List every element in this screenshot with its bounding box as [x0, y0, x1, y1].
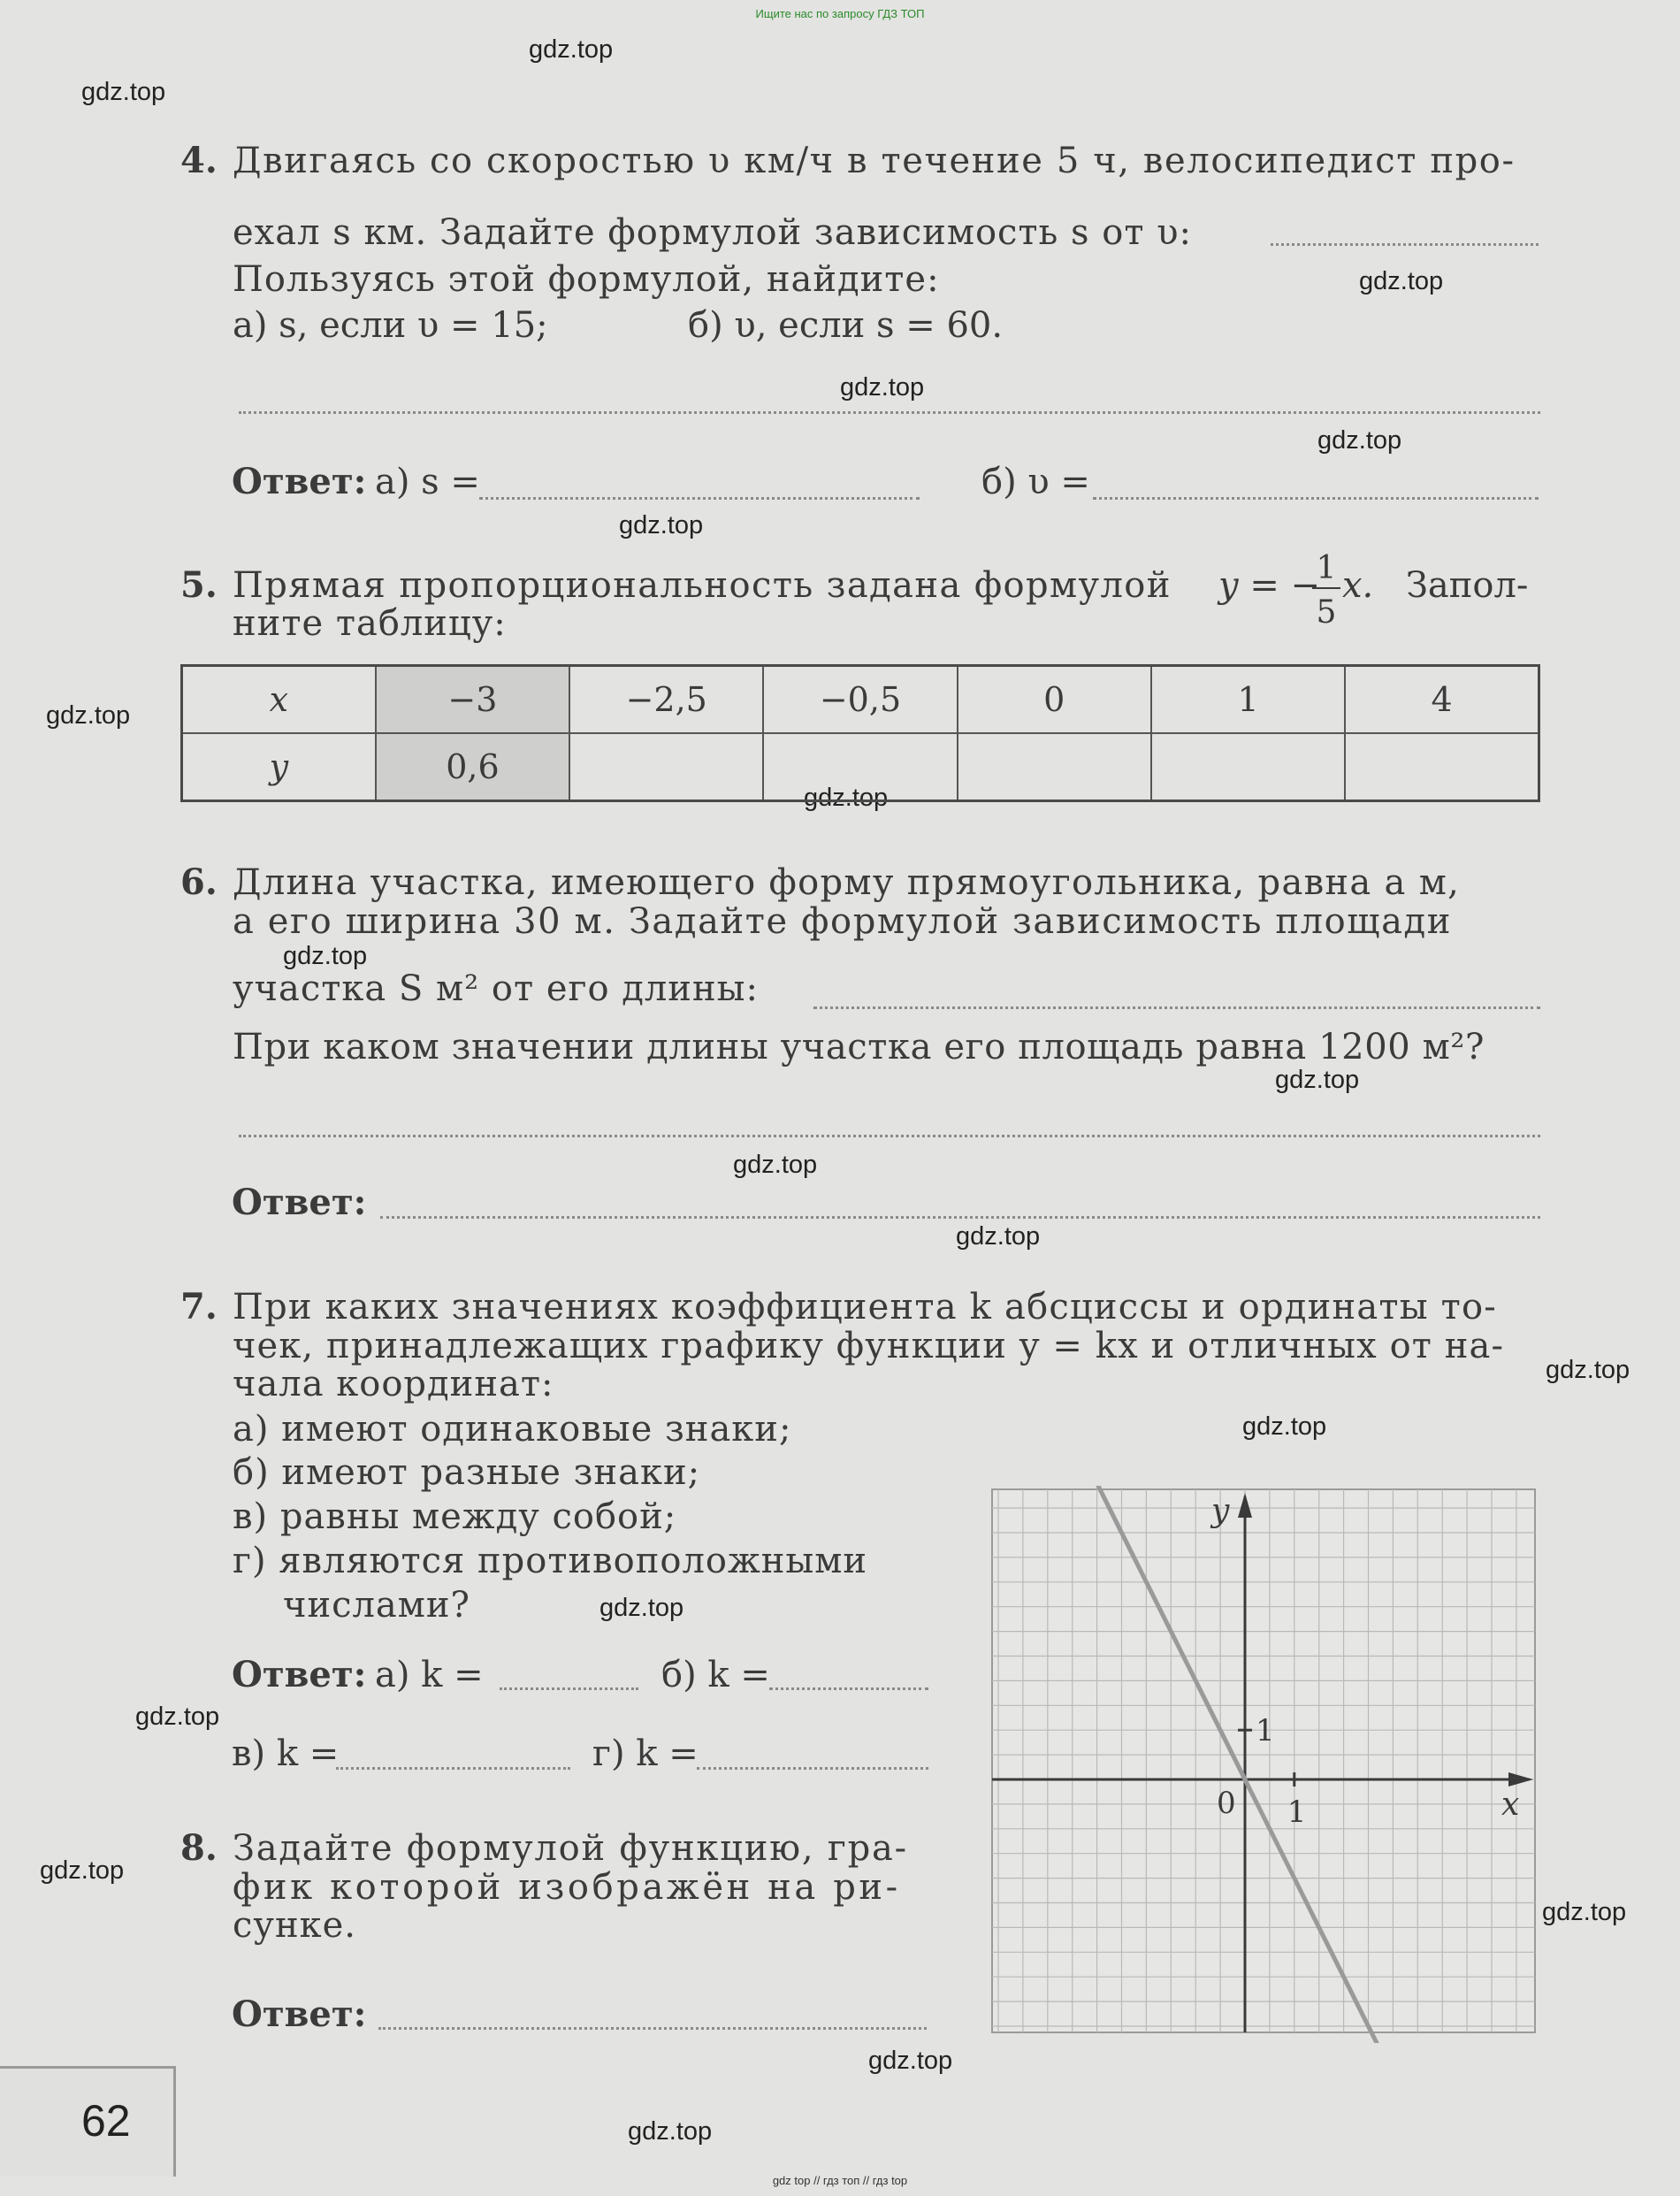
answer-line[interactable] [239, 411, 1540, 414]
watermark: gdz.top [599, 1594, 684, 1622]
task7-item-a: а) имеют одинаковые знаки; [233, 1409, 792, 1450]
table-cell-empty[interactable] [569, 733, 763, 801]
task5-text: Прямая пропорциональность задана формулой [233, 565, 1172, 606]
task-number: 8. [180, 1827, 218, 1869]
y-axis-label: y [1211, 1493, 1230, 1529]
answer-line[interactable] [1271, 243, 1539, 246]
fraction-denominator: 5 [1316, 594, 1337, 631]
table-cell-empty[interactable] [958, 733, 1151, 801]
answer-line[interactable] [378, 2027, 927, 2030]
answer-line[interactable] [813, 1006, 1540, 1009]
table-cell: 4 [1345, 666, 1539, 734]
answer-line[interactable] [479, 497, 920, 500]
top-banner[interactable]: Ищите нас по запросу ГДЗ ТОП [755, 7, 925, 20]
fraction-numerator: 1 [1316, 550, 1337, 586]
task4-answer-a: а) s = [375, 462, 480, 502]
answer-label: Ответ: [232, 1993, 367, 2035]
watermark: gdz.top [1242, 1412, 1327, 1441]
watermark: gdz.top [283, 942, 368, 970]
task-number: 4. [180, 140, 218, 181]
task-number: 6. [180, 861, 218, 903]
task6-text: а его ширина 30 м. Задайте формулой зависимость площади [233, 901, 1453, 942]
answer-line[interactable] [500, 1687, 638, 1690]
table-cell: x [182, 666, 376, 734]
task7-item-c: в) равны между собой; [233, 1496, 677, 1537]
answer-line[interactable] [336, 1767, 570, 1770]
unit-x-label: 1 [1287, 1794, 1307, 1830]
task7-text: При каких значениях коэффициента k абсциссы и ординаты то- [233, 1287, 1497, 1328]
task7-answer-a: а) k = [375, 1655, 484, 1695]
task7-item-d: числами? [283, 1585, 470, 1626]
task-number: 5. [180, 564, 218, 606]
watermark: gdz.top [733, 1151, 818, 1179]
table-cell: −2,5 [569, 666, 763, 734]
answer-label: Ответ: [232, 461, 367, 502]
table-cell-empty[interactable] [763, 733, 957, 801]
watermark: gdz.top [619, 511, 704, 539]
task5-formula: x. [1342, 565, 1374, 606]
task4-text: Пользуясь этой формулой, найдите: [233, 259, 940, 300]
task5-text: Запол- [1406, 565, 1529, 606]
fraction-bar [1312, 587, 1340, 589]
task6-text: участка S м² от его длины: [233, 968, 759, 1009]
answer-label: Ответ: [232, 1654, 367, 1695]
table-row-y [182, 733, 1539, 801]
answer-line[interactable] [769, 1687, 928, 1690]
task4-text: Двигаясь со скоростью υ км/ч в течение 5 ч, велосипедист про- [233, 141, 1516, 181]
table-cell: −3 [376, 666, 569, 734]
table-cell-empty[interactable] [1151, 733, 1345, 801]
origin-label: 0 [1217, 1786, 1236, 1821]
task8-text: фик которой изображён на ри- [233, 1867, 901, 1908]
table-cell: 0 [958, 666, 1151, 734]
watermark: gdz.top [1317, 426, 1402, 455]
answer-line[interactable] [1093, 497, 1539, 500]
watermark: gdz.top [868, 2047, 953, 2075]
task4-part-b: б) υ, если s = 60. [688, 305, 1004, 346]
task7-answer-d: г) k = [592, 1733, 699, 1774]
watermark: gdz.top [529, 35, 614, 64]
task8-text: сунке. [233, 1905, 356, 1946]
graph-grid [992, 1489, 1535, 2032]
task8-text: Задайте формулой функцию, гра- [233, 1828, 908, 1869]
table-row-x [182, 666, 1539, 734]
x-axis-label: x [1501, 1787, 1520, 1823]
task4-answer-b: б) υ = [981, 462, 1090, 502]
watermark: gdz.top [40, 1856, 125, 1885]
answer-line[interactable] [380, 1216, 1540, 1219]
watermark: gdz.top [1275, 1066, 1360, 1094]
task4-part-a: а) s, если υ = 15; [233, 305, 548, 346]
unit-y-label: 1 [1256, 1713, 1275, 1749]
watermark: gdz.top [956, 1222, 1041, 1251]
table-cell: y [182, 733, 376, 801]
watermark: gdz.top [81, 78, 166, 106]
task6-text: При каком значении длины участка его площадь равна 1200 м²? [233, 1027, 1485, 1067]
table-cell: −0,5 [763, 666, 957, 734]
task4-text: ехал s км. Задайте формулой зависимость s от υ: [233, 212, 1193, 253]
page-number: 62 [81, 2096, 131, 2146]
task7-text: чала координат: [233, 1364, 554, 1404]
watermark: gdz.top [46, 701, 131, 730]
table-cell: 0,6 [376, 733, 569, 801]
watermark: gdz.top [804, 784, 889, 812]
task7-item-b: б) имеют разные знаки; [233, 1452, 701, 1493]
answer-line[interactable] [239, 1135, 1540, 1137]
value-table [180, 664, 1540, 802]
page-number-box [0, 2066, 176, 2177]
bottom-banner[interactable]: gdz top // гдз топ // гдз top [772, 2174, 908, 2187]
task-number: 7. [180, 1286, 218, 1328]
watermark: gdz.top [1359, 267, 1444, 295]
graph-background [992, 1489, 1535, 2032]
task6-text: Длина участка, имеющего форму прямоугольника, равна a м, [233, 862, 1461, 903]
answer-line[interactable] [697, 1767, 928, 1770]
task7-item-d: г) являются противоположными [233, 1541, 868, 1581]
function-graph [989, 1486, 1546, 2043]
table-cell: 1 [1151, 666, 1345, 734]
watermark: gdz.top [628, 2117, 713, 2146]
watermark: gdz.top [135, 1702, 220, 1731]
task7-text: чек, принадлежащих графику функции y = kx и отличных от на- [233, 1326, 1505, 1366]
table-cell-empty[interactable] [1345, 733, 1539, 801]
task7-answer-c: в) k = [232, 1733, 340, 1774]
task7-answer-b: б) k = [661, 1655, 770, 1695]
watermark: gdz.top [1546, 1356, 1630, 1384]
watermark: gdz.top [840, 373, 925, 402]
watermark: gdz.top [1542, 1898, 1627, 1926]
answer-label: Ответ: [232, 1182, 367, 1223]
task5-formula: y = − [1218, 565, 1321, 606]
task5-text: ните таблицу: [233, 603, 507, 644]
